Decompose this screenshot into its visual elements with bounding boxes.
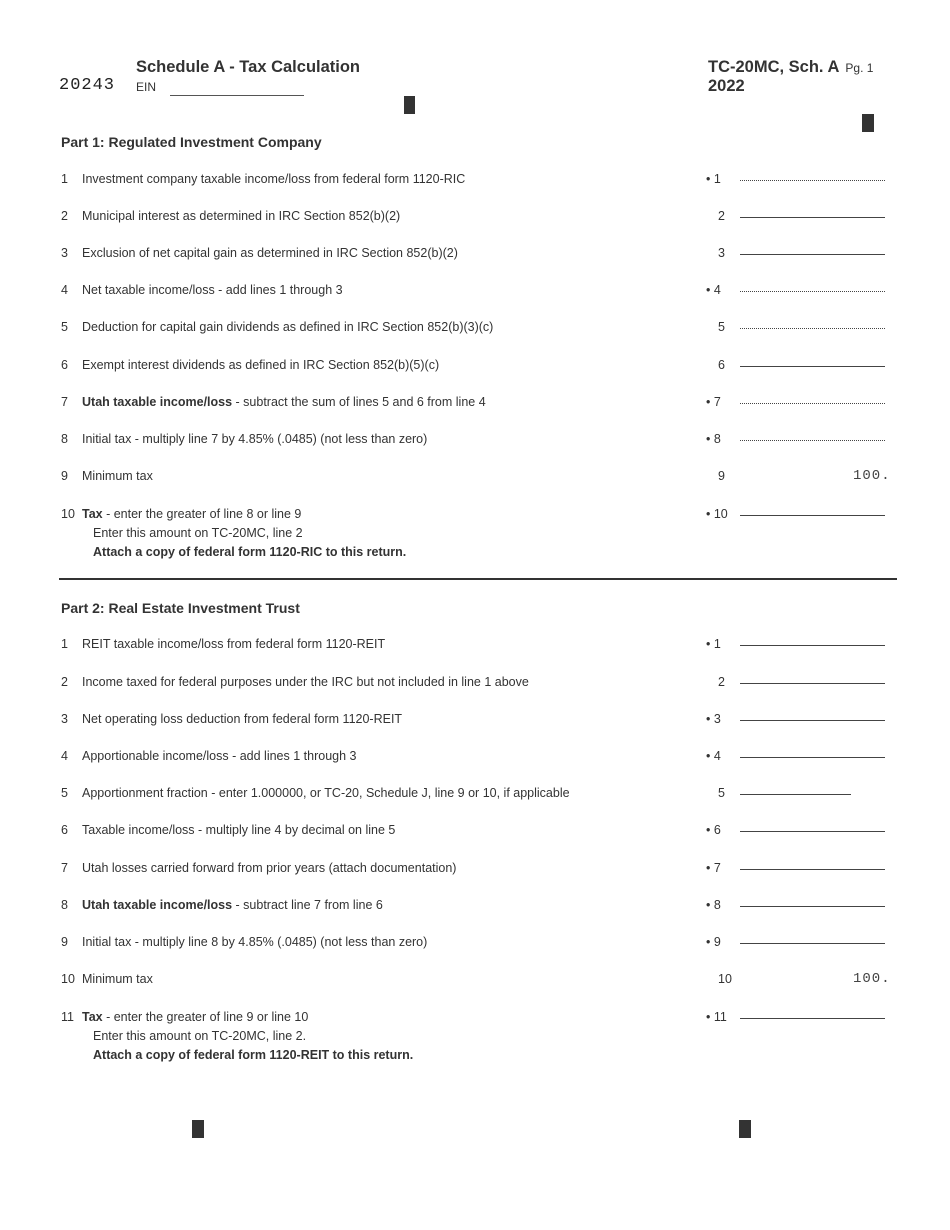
- registration-mark-top-right: [862, 114, 874, 132]
- part1-line-2: [0, 209, 950, 229]
- page-title: Schedule A - Tax Calculation: [136, 58, 361, 76]
- part2-line-2-input[interactable]: [740, 683, 885, 684]
- line-number: 3: [61, 246, 68, 260]
- part1-line-9: [0, 469, 950, 489]
- line-ref: • 7: [706, 861, 721, 875]
- line-number: 5: [61, 320, 68, 334]
- part1-line-4-input[interactable]: [740, 291, 885, 292]
- line-ref: 10: [718, 972, 732, 986]
- line-ref: • 10: [706, 507, 728, 521]
- part1-line-6-input[interactable]: [740, 366, 885, 367]
- line-ref: 2: [718, 675, 725, 689]
- part2-line-5-input[interactable]: [740, 794, 851, 795]
- line-bold-text: Utah taxable income/loss: [82, 395, 233, 409]
- line-number: 4: [61, 749, 68, 763]
- line-number: 1: [61, 172, 68, 186]
- part1-note-enter: Enter this amount on TC-20MC, line 2: [93, 526, 303, 540]
- line-ref: • 3: [706, 712, 721, 726]
- line-number: 3: [61, 712, 68, 726]
- part1-line-1: [0, 172, 950, 192]
- line-ref: • 1: [706, 172, 721, 186]
- section-divider: [59, 578, 897, 580]
- part1-line-8-input[interactable]: [740, 440, 885, 441]
- part2-note-enter: Enter this amount on TC-20MC, line 2.: [93, 1029, 307, 1043]
- part2-line-6-input[interactable]: [740, 831, 885, 832]
- line-text: - enter the greater of line 8 or line 9: [102, 507, 302, 521]
- part1-line-4: [0, 283, 950, 303]
- line-description: Exclusion of net capital gain as determined in IRC Section 852(b)(2): [82, 246, 458, 260]
- part2-line-3-input[interactable]: [740, 720, 885, 721]
- line-number: 7: [61, 395, 68, 409]
- line-description: [82, 1010, 308, 1024]
- line-ref: • 4: [706, 749, 721, 763]
- registration-mark-top-center: [404, 96, 415, 114]
- line-number: 9: [61, 935, 68, 949]
- registration-mark-bottom-left: [192, 1120, 204, 1138]
- line-number: 6: [61, 358, 68, 372]
- part1-line-3: [0, 246, 950, 266]
- line-number: 9: [61, 469, 68, 483]
- page-number: Pg. 1: [845, 61, 874, 75]
- line-text: - enter the greater of line 9 or line 10: [102, 1010, 309, 1024]
- line-number: 10: [61, 507, 75, 521]
- line-ref: 3: [718, 246, 725, 260]
- line-description: Municipal interest as determined in IRC Section 852(b)(2): [82, 209, 401, 223]
- part1-line-5-input[interactable]: [740, 328, 885, 329]
- line-ref: 5: [718, 786, 725, 800]
- part2-line-7-input[interactable]: [740, 869, 885, 870]
- part2-line-4-input[interactable]: [740, 757, 885, 758]
- line-number: 11: [61, 1010, 74, 1024]
- line-number: 1: [61, 637, 68, 651]
- line-description: [82, 898, 383, 912]
- line-description: Income taxed for federal purposes under the IRC but not included in line 1 above: [82, 675, 529, 689]
- line-ref: 9: [718, 469, 725, 483]
- part2-line-2: [0, 675, 950, 695]
- part2-line-5: [0, 786, 950, 806]
- line-description: Taxable income/loss - multiply line 4 by decimal on line 5: [82, 823, 396, 837]
- line-number: 5: [61, 786, 68, 800]
- part2-line-9: [0, 935, 950, 955]
- line-description: Exempt interest dividends as defined in IRC Section 852(b)(5)(c): [82, 358, 440, 372]
- part1-line-7: [0, 395, 950, 415]
- line-description: [82, 507, 301, 521]
- part2-note-attach: Attach a copy of federal form 1120-REIT to this return.: [93, 1048, 414, 1062]
- line-ref: 5: [718, 320, 725, 334]
- part1-line-1-input[interactable]: [740, 180, 885, 181]
- line-description: [82, 395, 486, 409]
- line-description: Minimum tax: [82, 972, 153, 986]
- line-description: Utah losses carried forward from prior years (attach documentation): [82, 861, 457, 875]
- part2-line-6: [0, 823, 950, 843]
- line-description: Deduction for capital gain dividends as defined in IRC Section 852(b)(3)(c): [82, 320, 494, 334]
- line-description: Initial tax - multiply line 8 by 4.85% (.0485) (not less than zero): [82, 935, 428, 949]
- line-ref: • 7: [706, 395, 721, 409]
- line-description: Investment company taxable income/loss from federal form 1120-RIC: [82, 172, 466, 186]
- part1-line-2-input[interactable]: [740, 217, 885, 218]
- part2-line-8: [0, 898, 950, 918]
- line-description: Net taxable income/loss - add lines 1 through 3: [82, 283, 343, 297]
- line-text: - subtract the sum of lines 5 and 6 from line 4: [232, 395, 486, 409]
- ein-label: EIN: [136, 80, 157, 94]
- line-ref: • 8: [706, 432, 721, 446]
- line-ref: • 1: [706, 637, 721, 651]
- part1-note-attach: Attach a copy of federal form 1120-RIC to this return.: [93, 545, 407, 559]
- form-id-text: TC-20MC, Sch. A: [708, 58, 840, 76]
- part1-line-5: [0, 320, 950, 340]
- part1-title: Part 1: Regulated Investment Company: [61, 134, 322, 150]
- part2-line-3: [0, 712, 950, 732]
- line-description: Net operating loss deduction from federal form 1120-REIT: [82, 712, 403, 726]
- line-number: 6: [61, 823, 68, 837]
- line-description: Apportionable income/loss - add lines 1 through 3: [82, 749, 357, 763]
- part1-line-10-input[interactable]: [740, 515, 885, 516]
- line-ref: • 8: [706, 898, 721, 912]
- part2-line-7: [0, 861, 950, 881]
- line-bold-text: Tax: [82, 507, 103, 521]
- line-bold-text: Tax: [82, 1010, 103, 1024]
- minimum-tax-value: 100.: [853, 468, 891, 484]
- line-ref: 2: [718, 209, 725, 223]
- part1-line-7-input[interactable]: [740, 403, 885, 404]
- line-bold-text: Utah taxable income/loss: [82, 898, 233, 912]
- line-ref: • 9: [706, 935, 721, 949]
- line-ref: • 11: [706, 1010, 727, 1024]
- line-ref: • 4: [706, 283, 721, 297]
- line-number: 2: [61, 675, 68, 689]
- line-number: 8: [61, 898, 68, 912]
- part2-line-1-input[interactable]: [740, 645, 885, 646]
- part2-line-9-input[interactable]: [740, 943, 885, 944]
- part2-title: Part 2: Real Estate Investment Trust: [61, 600, 300, 616]
- line-description: Apportionment fraction - enter 1.000000, or TC-20, Schedule J, line 9 or 10, if applicable: [82, 786, 570, 800]
- minimum-tax-value: 100.: [853, 971, 891, 987]
- form-id: [708, 58, 873, 77]
- part1-line-10: [0, 507, 950, 527]
- line-number: 10: [61, 972, 75, 986]
- part1-line-6: [0, 358, 950, 378]
- line-ref: 6: [718, 358, 725, 372]
- part1-line-8: [0, 432, 950, 452]
- line-ref: • 6: [706, 823, 721, 837]
- line-description: REIT taxable income/loss from federal form 1120-REIT: [82, 637, 386, 651]
- part2-line-11-input[interactable]: [740, 1018, 885, 1019]
- line-number: 4: [61, 283, 68, 297]
- line-text: - subtract line 7 from line 6: [232, 898, 383, 912]
- part1-line-3-input[interactable]: [740, 254, 885, 255]
- part2-line-1: [0, 637, 950, 657]
- part2-line-11: [0, 1010, 950, 1030]
- line-number: 2: [61, 209, 68, 223]
- tax-year: 2022: [708, 77, 745, 95]
- line-number: 7: [61, 861, 68, 875]
- part2-line-8-input[interactable]: [740, 906, 885, 907]
- part2-line-10: [0, 972, 950, 992]
- line-number: 8: [61, 432, 68, 446]
- form-code: 20243: [59, 76, 116, 95]
- part2-line-4: [0, 749, 950, 769]
- ein-field[interactable]: [170, 94, 304, 96]
- line-description: Minimum tax: [82, 469, 153, 483]
- registration-mark-bottom-right: [739, 1120, 751, 1138]
- line-description: Initial tax - multiply line 7 by 4.85% (.0485) (not less than zero): [82, 432, 428, 446]
